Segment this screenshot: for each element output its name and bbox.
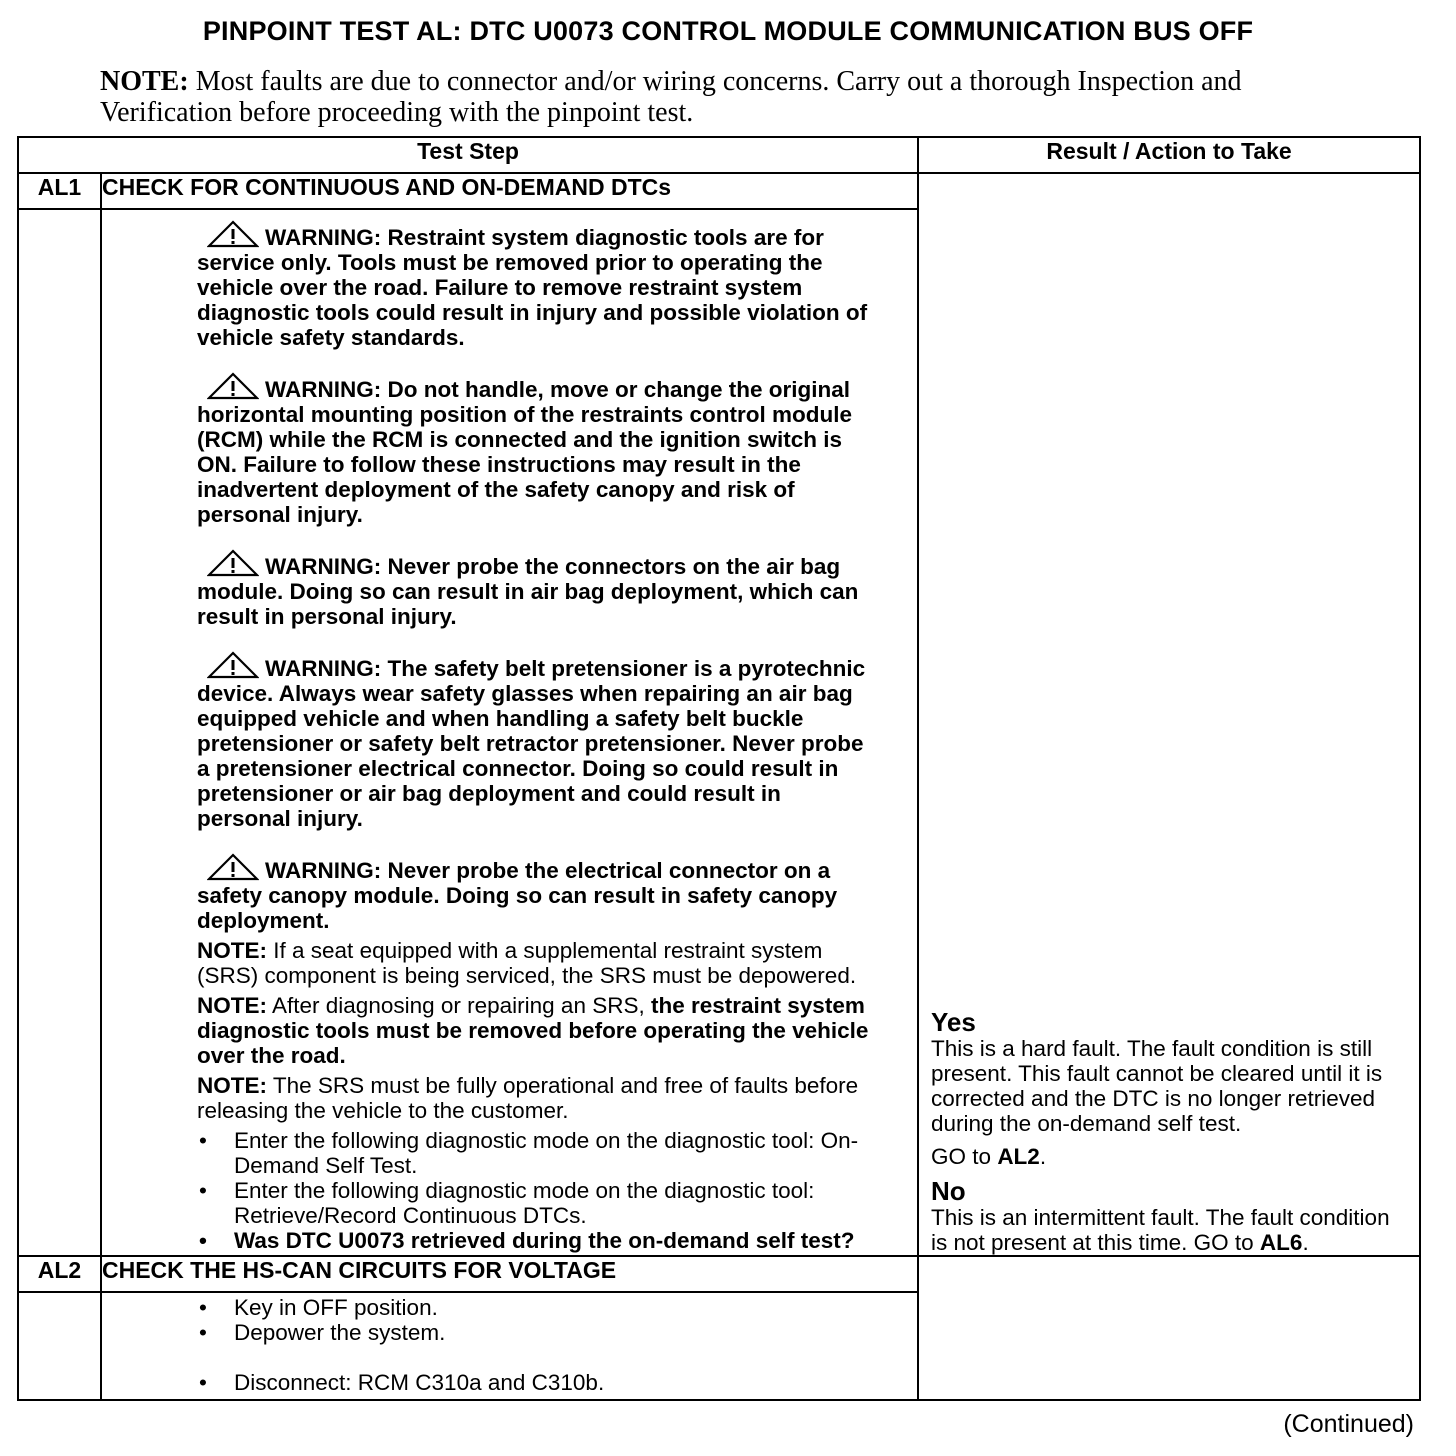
list-item: • Disconnect: RCM C310a and C310b.: [197, 1370, 877, 1395]
al1-step-list: [197, 1128, 877, 1253]
result-no-text: This is an intermittent fault. The fault condition is not present at this time. GO to AL6.: [931, 1205, 1390, 1255]
question-item: • Was DTC U0073 retrieved during the on-demand self test?: [197, 1228, 877, 1253]
note-label: NOTE:: [197, 993, 267, 1018]
header-result: Result / Action to Take: [918, 137, 1420, 173]
warning-3-text: WARNING: Never probe the connectors on the air bag module. Doing so can result in air bag deployment, which can result in personal injury.: [197, 554, 859, 629]
note-3-text: The SRS must be fully operational and free of faults before releasing the vehicle to the customer.: [197, 1073, 859, 1123]
note-label: NOTE:: [197, 938, 267, 963]
list-item: • Enter the following diagnostic mode on the diagnostic tool: Retrieve/Record Continuous DTCs.: [197, 1178, 877, 1228]
note-3: [197, 1073, 877, 1123]
warning-4: [197, 651, 877, 831]
step-id-al2: AL2: [18, 1256, 101, 1292]
list-item: • Key in OFF position.: [197, 1295, 877, 1320]
result-yes-text: This is a hard fault. The fault condition is still present. This fault cannot be cleared until it is corrected and the DTC is no longer retrieved during the on-demand self test.: [931, 1036, 1383, 1136]
result-yes-goto-target: AL2: [997, 1144, 1040, 1169]
intro-note: [100, 66, 1300, 128]
page-title: PINPOINT TEST AL: DTC U0073 CONTROL MODULE COMMUNICATION BUS OFF: [202, 16, 1254, 46]
note-1-text: If a seat equipped with a supplemental restraint system (SRS) component is being serviced, the SRS must be depowered.: [197, 938, 857, 988]
warning-5: [197, 853, 877, 933]
pinpoint-test-table: [17, 136, 1421, 1401]
list-item: • Enter the following diagnostic mode on the diagnostic tool: On-Demand Self Test.: [197, 1128, 877, 1178]
warning-4-text: WARNING: The safety belt pretensioner is a pyrotechnic device. Always wear safety glasses when repairing an air bag equipped vehicle and when handling a safety belt buckle pretensioner or safety belt retractor pretensioner. Never probe a pretensioner electrical connector. Doing so could result in pretensioner or air bag deployment and could result in personal injury.: [197, 656, 866, 831]
step-al1-id-spacer: [18, 209, 101, 1256]
warning-3: [197, 549, 877, 629]
result-cell-al1: [918, 173, 1420, 1256]
result-yes-label: Yes: [931, 1007, 976, 1037]
result-al1: [919, 1008, 1419, 1255]
header-row: [18, 137, 1420, 173]
step-al1-title-row: [18, 173, 1420, 209]
warning-2: [197, 372, 877, 527]
warning-triangle-icon: [207, 372, 259, 400]
intro-note-label: NOTE:: [100, 66, 189, 97]
step-title-al2: CHECK THE HS-CAN CIRCUITS FOR VOLTAGE: [101, 1256, 918, 1292]
al2-step-list: [197, 1295, 877, 1395]
result-no-text-body: This is an intermittent fault. The fault condition is not present at this time. GO to: [931, 1205, 1390, 1255]
list-item: • Depower the system.: [197, 1320, 877, 1345]
continued-label: (Continued): [1283, 1410, 1414, 1438]
header-test-step: Test Step: [18, 137, 918, 173]
warning-1-text: WARNING: Restraint system diagnostic tools are for service only. Tools must be removed prior to operating the vehicle over the road. Failure to remove restraint system diagnostic tools could result in injury and possible violation of vehicle safety standards.: [197, 225, 868, 350]
note-2-bold-text: the restraint system diagnostic tools must be removed before operating the vehicle over the road.: [197, 993, 869, 1068]
step-title-al1: CHECK FOR CONTINUOUS AND ON-DEMAND DTCs: [101, 173, 918, 209]
warning-triangle-icon: [207, 220, 259, 248]
warning-triangle-icon: [207, 853, 259, 881]
result-no-goto-target: AL6: [1259, 1230, 1303, 1255]
warning-5-text: WARNING: Never probe the electrical connector on a safety canopy module. Doing so can result in safety canopy deployment.: [197, 858, 838, 933]
note-1: [197, 938, 877, 988]
step-body-al2: [101, 1292, 918, 1400]
step-al2-id-spacer: [18, 1292, 101, 1400]
result-yes-goto: GO to AL2.: [931, 1144, 1047, 1169]
result-cell-al2: [918, 1256, 1420, 1400]
note-label: NOTE:: [197, 1073, 267, 1098]
warning-triangle-icon: [207, 549, 259, 577]
step-body-al1: [101, 209, 918, 1256]
result-yes-goto-prefix: GO to: [931, 1144, 992, 1169]
step-al2-title-row: [18, 1256, 1420, 1292]
note-2: [197, 993, 877, 1068]
warning-triangle-icon: [207, 651, 259, 679]
warning-2-text: WARNING: Do not handle, move or change the original horizontal mounting position of the restraints control module (RCM) while the RCM is connected and the ignition switch is ON. Failure to follow these instructions may result in the inadvertent deployment of the safety canopy and risk of personal injury.: [197, 377, 852, 527]
intro-note-text: Most faults are due to connector and/or wiring concerns. Carry out a thorough Inspection and Verification before proceeding with the pinpoint test.: [100, 66, 1242, 128]
note-2-text: After diagnosing or repairing an SRS,: [272, 993, 645, 1018]
step-id-al1: AL1: [18, 173, 101, 209]
result-no-label: No: [931, 1176, 966, 1206]
warning-1: [197, 220, 877, 350]
